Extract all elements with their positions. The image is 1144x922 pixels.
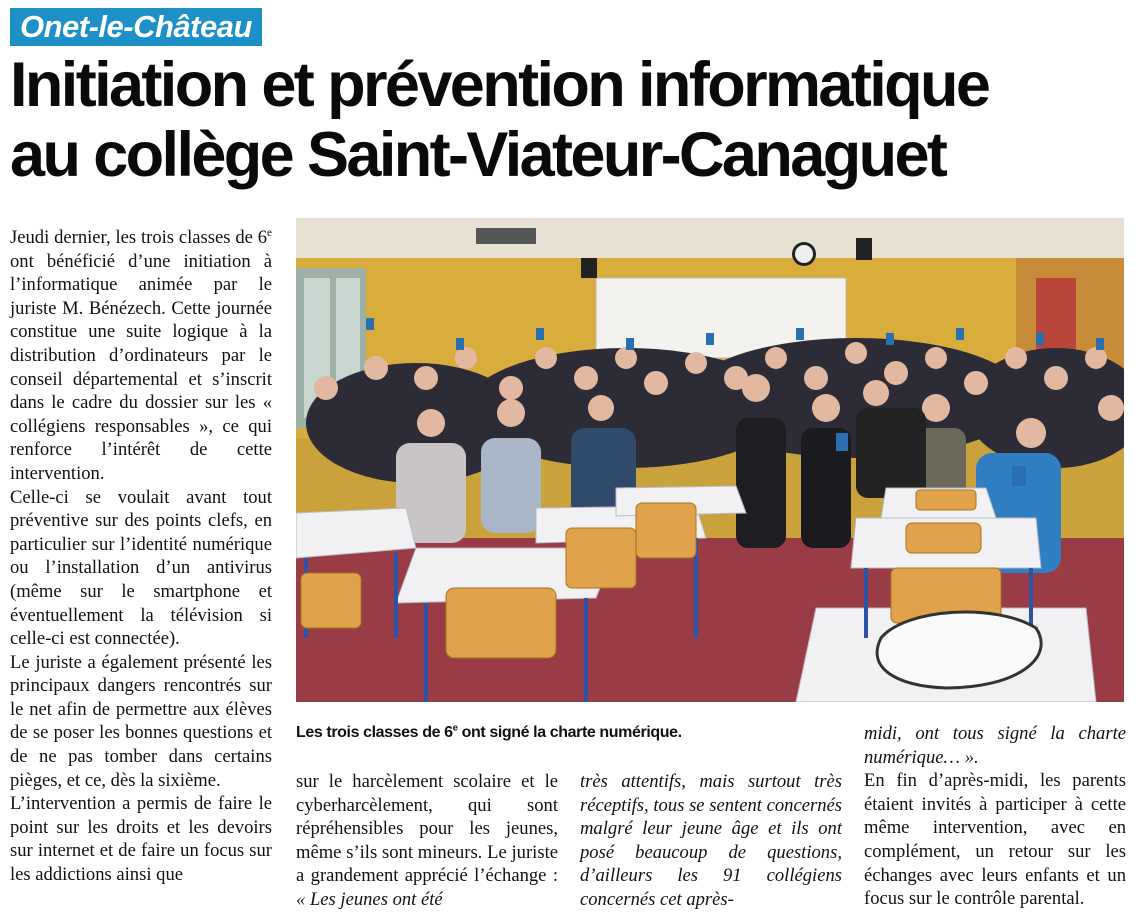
column-2-roman: sur le harcèlement scolaire et le cyberharcèlement, qui sont répréhensibles pour les jeunes, même s’ils sont mineurs. Le juriste a grandement apprécié l’échange : — [296, 771, 558, 887]
paragraph-final: En fin d’après-midi, les parents étaient invités à participer à cette même intervention, avec en complément, un retour sur les échanges avec leurs enfants et un focus sur le contrôle parental. — [864, 770, 1126, 910]
quote-end-text: midi, ont tous signé la charte numérique… ». — [864, 723, 1126, 768]
photo-caption — [296, 722, 856, 744]
section-kicker: Onet-le-Château — [10, 8, 262, 46]
caption-rest: ont signé la charte numérique. — [457, 724, 682, 741]
article-column-3 — [580, 770, 842, 912]
paragraph-3: Le juriste a également présenté les principaux dangers rencontrés sur le net afin de permettre aux élèves de se poser les bonnes questions et de ne pas tomber dans certains pièges, et ce, dès la sixième. — [10, 651, 272, 791]
paragraph-1-start: Jeudi dernier, les trois classes de 6 — [10, 227, 268, 248]
paragraph-1 — [10, 226, 272, 486]
paragraph-4: L’intervention a permis de faire le point sur les droits et les devoirs sur internet et de faire un focus sur les addictions ainsi que — [10, 793, 272, 886]
article-column-1 — [10, 226, 272, 887]
paragraph-1-rest: ont bénéficié d’une initiation à l’informatique animée par le juriste M. Bénézech. Cette journée constitue une suite logique à la distribution d’ordinateurs par le conseil départemental et s’inscrit dans le cadre du dossier sur les « collégiens responsables », ce qui renforce l’intérêt de cette intervention. — [10, 250, 272, 484]
caption-start: Les trois classes de 6 — [296, 724, 453, 741]
ordinal-suffix: e — [267, 226, 272, 239]
article-column-2 — [296, 770, 558, 912]
quote-continued: très attentifs, mais surtout très réceptifs, tous se sentent concernés malgré leur jeune âge et ils ont posé beaucoup de questions, d’ailleurs les 91 collégiens concernés cet après- — [580, 771, 842, 910]
paragraph-2: Celle-ci se voulait avant tout préventive sur des points clefs, en particulier sur l’identité numérique ou l’installation d’un antivirus (même sur le smartphone et éventuellement la télévision si celle-ci est connectée). — [10, 486, 272, 650]
class-photo-illustration — [296, 218, 1124, 702]
headline-line-1: Initiation et prévention informatique — [10, 50, 989, 120]
quote-end — [864, 722, 1126, 769]
quote-start: « Les jeunes ont été — [296, 888, 443, 910]
class-photo — [296, 218, 1124, 702]
headline-line-2: au collège Saint-Viateur-Canaguet — [10, 120, 946, 190]
column-2-text — [296, 770, 558, 912]
article-column-4 — [864, 722, 1126, 911]
headline — [10, 50, 1140, 190]
caption-ordinal-suffix: e — [452, 722, 458, 734]
